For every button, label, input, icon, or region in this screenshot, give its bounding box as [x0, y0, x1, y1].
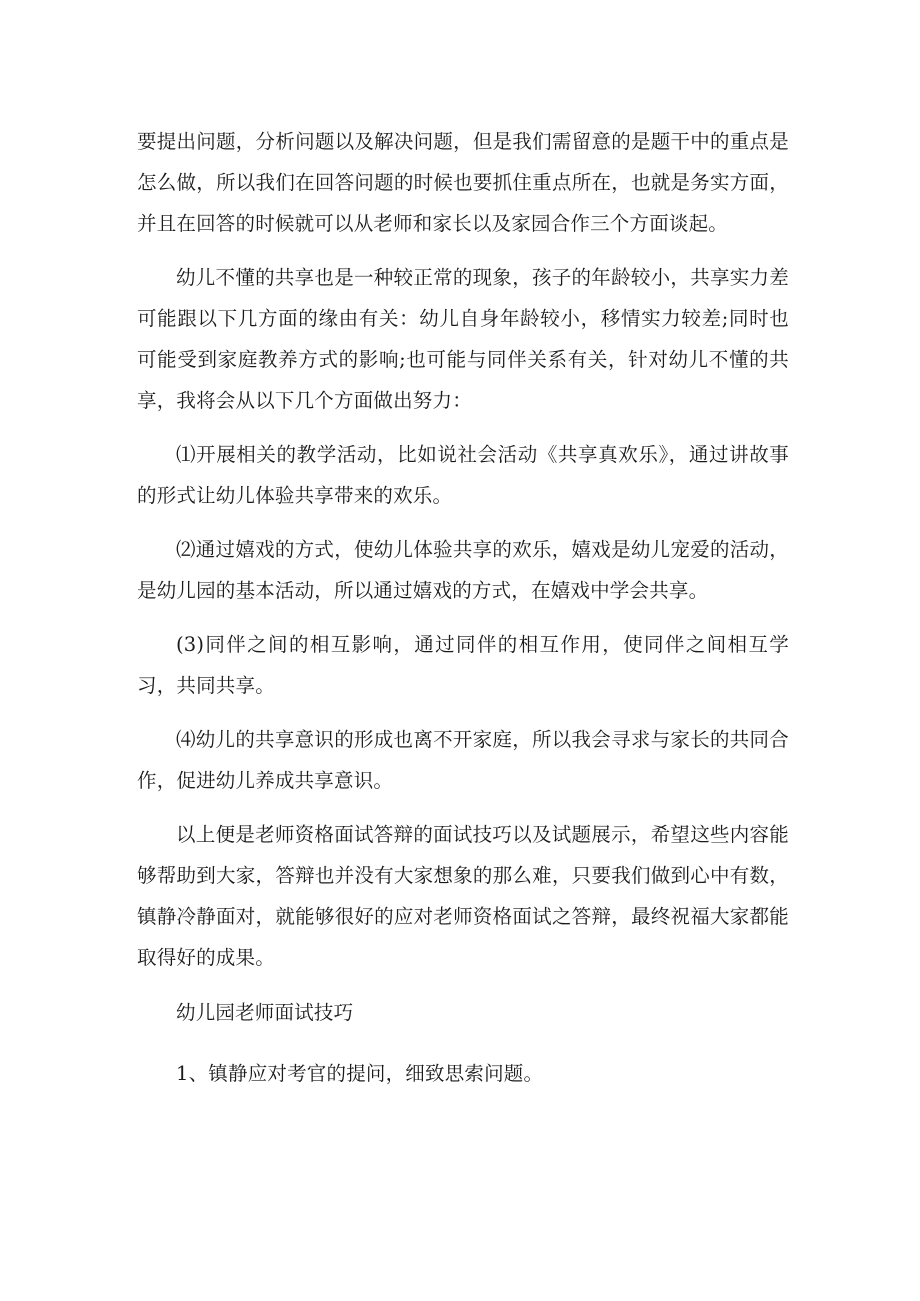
paragraph-point-1: ⑴开展相关的教学活动，比如说社会活动《共享真欢乐》，通过讲故事的形式让幼儿体验共享带来的欢乐。	[137, 443, 789, 507]
paragraph-point-4: ⑷幼儿的共享意识的形成也离不开家庭，所以我会寻求与家长的共同合作，促进幼儿养成共享意识。	[137, 728, 789, 792]
list-item: 1、镇静应对考官的提问，细致思索问题。	[176, 1062, 544, 1085]
document-body	[137, 121, 789, 1107]
section-heading: 幼儿园老师面试技巧	[176, 1001, 354, 1024]
paragraph-sharing-intro: 幼儿不懂的共享也是一种较正常的现象，孩子的年龄较小，共享实力差可能跟以下几方面的缘由有关：幼儿自身年龄较小，移情实力较差;同时也可能受到家庭教养方式的影响;也可能与同伴关系有关，针对幼儿不懂的共享，我将会从以下几个方面做出努力：	[137, 266, 789, 412]
paragraph-continuation: 要提出问题，分析问题以及解决问题，但是我们需留意的是题干中的重点是怎么做，所以我们在回答问题的时候也要抓住重点所在，也就是务实方面，并且在回答的时候就可以从老师和家长以及家园合作三个方面谈起。	[137, 130, 789, 235]
paragraph-point-3: (3)同伴之间的相互影响，通过同伴的相互作用，使同伴之间相互学习，共同共享。	[137, 633, 789, 697]
paragraph-conclusion: 以上便是老师资格面试答辩的面试技巧以及试题展示，希望这些内容能够帮助到大家，答辩也并没有大家想象的那么难，只要我们做到心中有数，镇静冷静面对，就能够很好的应对老师资格面试之答辩，最终祝福大家都能取得好的成果。	[137, 823, 789, 969]
paragraph-point-2: ⑵通过嬉戏的方式，使幼儿体验共享的欢乐，嬉戏是幼儿宠爱的活动，是幼儿园的基本活动，所以通过嬉戏的方式，在嬉戏中学会共享。	[137, 538, 789, 602]
